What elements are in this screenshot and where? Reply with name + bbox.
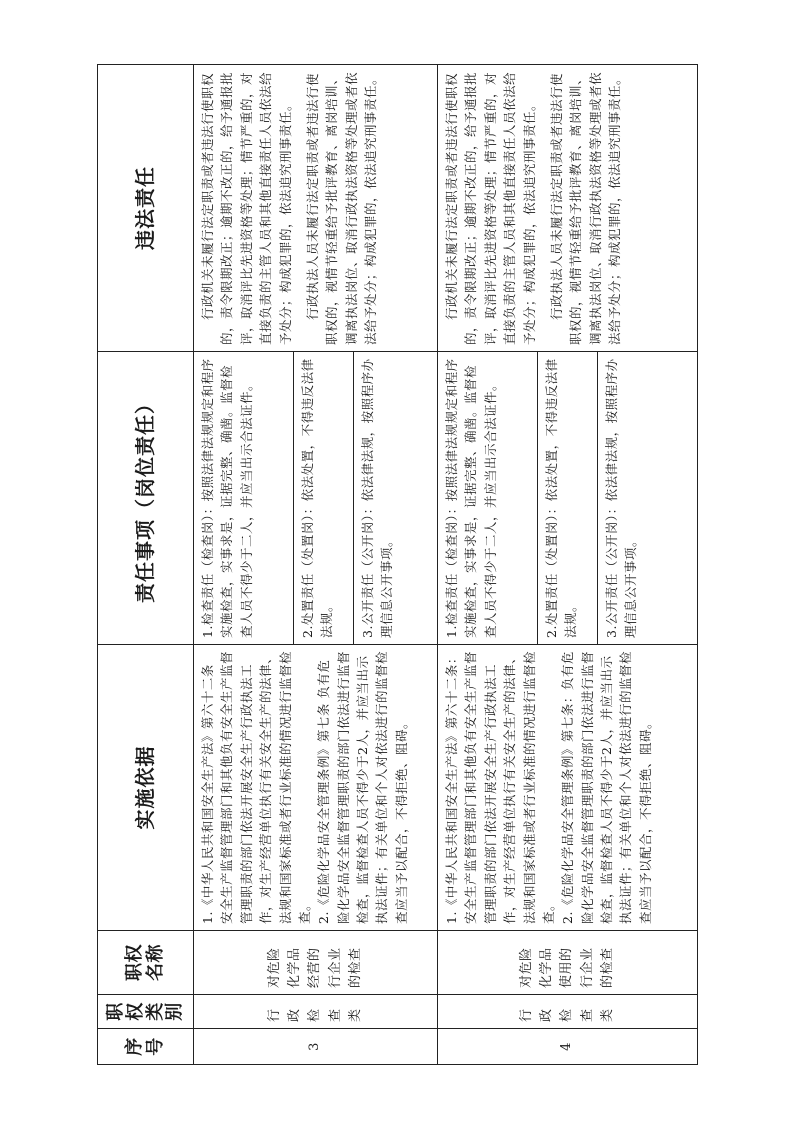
header-category: 职权类别 (98, 995, 194, 1029)
row-basis (194, 645, 438, 931)
row-seq: 3 (194, 1029, 438, 1065)
duty-table (97, 64, 698, 1065)
row-name: 对危险化学品使用的行企业的检查 (438, 931, 698, 995)
header-basis: 实施依据 (98, 645, 194, 931)
basis-item: 1.《中华人民共和国安全生产法》第六十二条：安全生产监督管理部门和其他负有安全生产监督管理职责的部门依法开展安全生产行政执法工作，对生产经营单位执行有关安全生产的法律、法规和国家标准或者行业标准的情况进行监督检查。 (444, 650, 556, 924)
header-liability: 违法责任 (98, 65, 194, 352)
header-name: 职权名称 (98, 931, 194, 995)
duty-item: 3.公开责任（公开岗）：依法律法规，按照程序办理信息公开事项。 (354, 352, 438, 645)
basis-item: 2.《危险化学品安全管理条例》第七条：负有危险化学品安全监督管理职责的部门依法进行监督检查，监督检查人员不得少于2人，并应当出示执法证件；有关单位和个人对依法进行的监督检查应当予以配合，不得拒绝、阻碍。 (560, 650, 653, 924)
row-liability (194, 65, 438, 352)
duty-item: 3.公开责任（公开岗）：依法律法规，按照程序办理信息公开事项。 (598, 352, 698, 645)
duty-item: 2.处置责任（处置岗）：依法处置，不得违反法律法规。 (538, 352, 598, 645)
duty-item: 1.检查责任（检查岗）：按照法律法规规定和程序实施检查，实事求是，证据完整、确凿。监督检查人员不得少于二人，并应当出示合法证件。 (438, 352, 538, 645)
header-seq: 序号 (98, 1029, 194, 1065)
liability-item: 行政执法人员未履行法定职责或者违法行使职权的，视情节轻重给予批评教育、离岗培训、调离执法岗位、取消行政执法资格等处理或者依法给予处分；构成犯罪的，依法追究刑事责任。 (304, 71, 378, 345)
rotated-table-container (97, 65, 697, 1065)
row-name: 对危险化学品经营的行企业的检查 (194, 931, 438, 995)
duty-item: 1.检查责任（检查岗）：按照法律法规规定和程序实施检查，实事求是，证据完整、确凿。监督检查人员不得少于二人，并应当出示合法证件。 (194, 352, 294, 645)
liability-item: 行政执法人员未履行法定职责或者违法行使职权的，视情节轻重给予批评教育、离岗培训、调离执法岗位、取消行政执法资格等处理或者依法给予处分；构成犯罪的，依法追究刑事责任。 (548, 71, 622, 345)
liability-item: 行政机关未履行法定职责或者违法行使职权的，责令限期改正；逾期不改正的，给予通报批评，取消评比先进资格等处理；情节严重的，对直接负责的主管人员和其他直接责任人员依法给予处分；构成犯罪的，依法追究刑事责任。 (444, 71, 537, 345)
row-category: 行政检查类 (438, 995, 698, 1029)
row-basis (438, 645, 698, 931)
liability-item: 行政机关未履行法定职责或者违法行使职权的，责令限期改正；逾期不改正的，给予通报批评，取消评比先进资格等处理；情节严重的，对直接负责的主管人员和其他直接责任人员依法给予处分；构成犯罪的，依法追究刑事责任。 (200, 71, 293, 345)
duty-item: 2.处置责任（处置岗）：依法处置，不得违反法律法规。 (294, 352, 354, 645)
basis-item: 2.《危险化学品安全管理条例》第七条 负有危险化学品安全监督管理职责的部门依法进行监督检查，监督检查人员不得少于2人，并应当出示执法证件；有关单位和个人对依法进行的监督检查应当予以配合，不得拒绝、阻碍。 (316, 650, 409, 924)
basis-item: 1.《中华人民共和国安全生产法》第六十二条 安全生产监督管理部门和其他负有安全生产监督管理职责的部门依法开展安全生产行政执法工作，对生产经营单位执行有关安全生产的法律、法规和国家标准或者行业标准的情况进行监督检查。 (200, 650, 312, 924)
header-duties: 责任事项（岗位责任） (98, 352, 194, 645)
row-seq: 4 (438, 1029, 698, 1065)
row-category: 行政检查类 (194, 995, 438, 1029)
row-liability (438, 65, 698, 352)
